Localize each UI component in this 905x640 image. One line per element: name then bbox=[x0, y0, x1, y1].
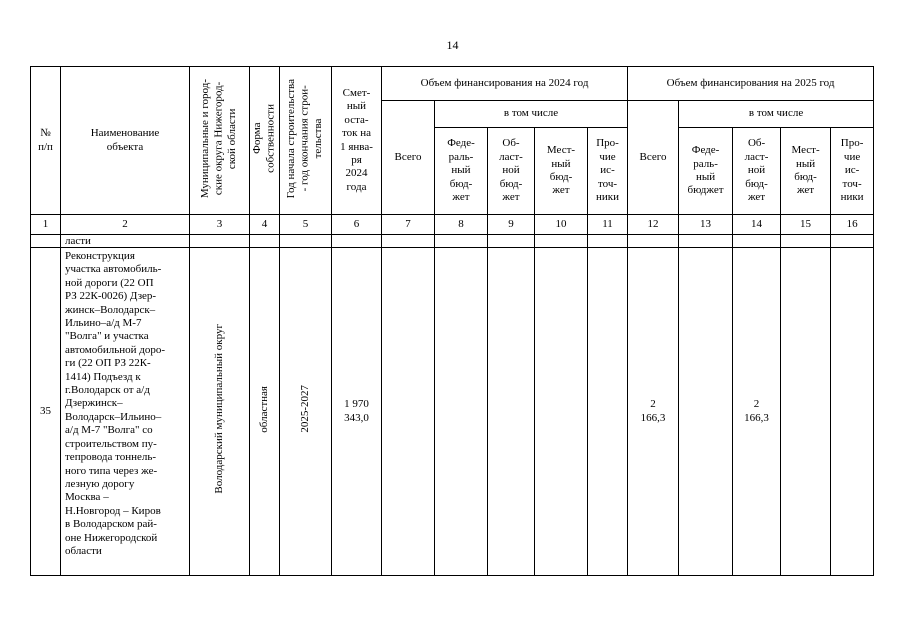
column-number-row bbox=[31, 215, 874, 235]
object-name-line: 1414) Подъезд к bbox=[65, 370, 141, 383]
header-remainder: Смет- ный оста- ток на 1 янва- ря 2024 года bbox=[332, 67, 382, 215]
header-proch-2025: Про- чие ис- точ- ники bbox=[831, 128, 874, 215]
object-name-line: Володарск–Ильино– bbox=[65, 410, 162, 423]
header-ownership: Форма собственности bbox=[250, 67, 280, 215]
col-number: 10 bbox=[535, 215, 588, 235]
header-num: № п/п bbox=[31, 67, 61, 215]
obl-2025: 2 166,3 bbox=[733, 248, 781, 576]
obl-2024 bbox=[488, 248, 535, 576]
mest-2025 bbox=[781, 248, 831, 576]
header-incl-2024: в том числе bbox=[435, 101, 628, 128]
object-name-line: оне Нижегородской bbox=[65, 531, 158, 544]
object-name-line: "Волга" и участка bbox=[65, 330, 149, 343]
object-name-line: автомобильной доро- bbox=[65, 343, 165, 356]
col-number: 5 bbox=[280, 215, 332, 235]
object-name-line: строительством пу- bbox=[65, 437, 157, 450]
object-name-line: Дзержинск– bbox=[65, 397, 123, 410]
header-fin-2024: Объем финансирования на 2024 год bbox=[382, 67, 628, 101]
fed-2024 bbox=[435, 248, 488, 576]
object-name-line: ги (22 ОП РЗ 22К- bbox=[65, 357, 151, 370]
header-obl-2025: Об- ласт- ной бюд- жет bbox=[733, 128, 781, 215]
fed-2025 bbox=[679, 248, 733, 576]
object-name-line: Москва – bbox=[65, 491, 109, 504]
header-total-2024: Всего bbox=[382, 101, 435, 215]
object-name-line: в Володарском рай- bbox=[65, 518, 157, 531]
mest-2024 bbox=[535, 248, 588, 576]
object-name-line: Ильино–а/д М-7 bbox=[65, 317, 142, 330]
col-number: 15 bbox=[781, 215, 831, 235]
total-2025: 2 166,3 bbox=[628, 248, 679, 576]
header-incl-2025: в том числе bbox=[679, 101, 874, 128]
object-name-line: г.Володарск от а/д bbox=[65, 384, 150, 397]
header-total-2025: Всего bbox=[628, 101, 679, 215]
col-number: 3 bbox=[190, 215, 250, 235]
header-years: Год начала строительства - год окончания строи- тельства bbox=[280, 67, 332, 215]
years: 2025-2027 bbox=[298, 385, 311, 434]
col-number: 14 bbox=[733, 215, 781, 235]
object-name-line: Н.Новгород – Киров bbox=[65, 504, 161, 517]
col-number: 6 bbox=[332, 215, 382, 235]
object-name-line: области bbox=[65, 544, 102, 557]
financing-table bbox=[30, 66, 874, 576]
ownership: областная bbox=[257, 385, 270, 433]
object-name-line: участка автомобиль- bbox=[65, 263, 162, 276]
total-2024 bbox=[382, 248, 435, 576]
col-number: 16 bbox=[831, 215, 874, 235]
object-name bbox=[61, 248, 190, 576]
header-fed-2024: Феде- раль- ный бюд- жет bbox=[435, 128, 488, 215]
col-number: 12 bbox=[628, 215, 679, 235]
object-name-line: ной дороги (22 ОП bbox=[65, 276, 154, 289]
header-name: Наименование объекта bbox=[61, 67, 190, 215]
header-municipality: Муниципальные и город- ские округа Нижегород- ской области bbox=[190, 67, 250, 215]
col-number: 1 bbox=[31, 215, 61, 235]
object-name-line: жинск–Володарск– bbox=[65, 303, 156, 316]
object-name-line: тепровода тоннель- bbox=[65, 451, 157, 464]
object-name-line: ного типа через же- bbox=[65, 464, 158, 477]
header-obl-2024: Об- ласт- ной бюд- жет bbox=[488, 128, 535, 215]
header-mest-2025: Мест- ный бюд- жет bbox=[781, 128, 831, 215]
object-name-line: а/д М-7 "Волга" со bbox=[65, 424, 153, 437]
col-number: 8 bbox=[435, 215, 488, 235]
remainder-cell: 1 970 343,0 bbox=[332, 248, 382, 576]
col-number: 4 bbox=[250, 215, 280, 235]
header-proch-2024: Про- чие ис- точ- ники bbox=[588, 128, 628, 215]
proch-2025 bbox=[831, 248, 874, 576]
continuation-row bbox=[31, 235, 874, 248]
header-fin-2025: Объем финансирования на 2025 год bbox=[628, 67, 874, 101]
col-number: 11 bbox=[588, 215, 628, 235]
col-number: 9 bbox=[488, 215, 535, 235]
header-fed-2025: Феде- раль- ный бюджет bbox=[679, 128, 733, 215]
municipality: Володарский муниципальный округ bbox=[212, 324, 225, 495]
header-row-1 bbox=[31, 67, 874, 101]
proch-2024 bbox=[588, 248, 628, 576]
col-number: 2 bbox=[61, 215, 190, 235]
object-name-line: лезную дорогу bbox=[65, 477, 135, 490]
table-row bbox=[31, 248, 874, 576]
page-number: 14 bbox=[446, 38, 459, 52]
continuation-text: ласти bbox=[61, 235, 190, 248]
municipality-cell bbox=[190, 248, 250, 576]
object-name-line: Реконструкция bbox=[65, 250, 135, 262]
col-number: 13 bbox=[679, 215, 733, 235]
header-mest-2024: Мест- ный бюд- жет bbox=[535, 128, 588, 215]
years-cell bbox=[280, 248, 332, 576]
row-number: 35 bbox=[31, 248, 61, 576]
ownership-cell bbox=[250, 248, 280, 576]
col-number: 7 bbox=[382, 215, 435, 235]
object-name-line: РЗ 22К-0026) Дзер- bbox=[65, 290, 157, 303]
